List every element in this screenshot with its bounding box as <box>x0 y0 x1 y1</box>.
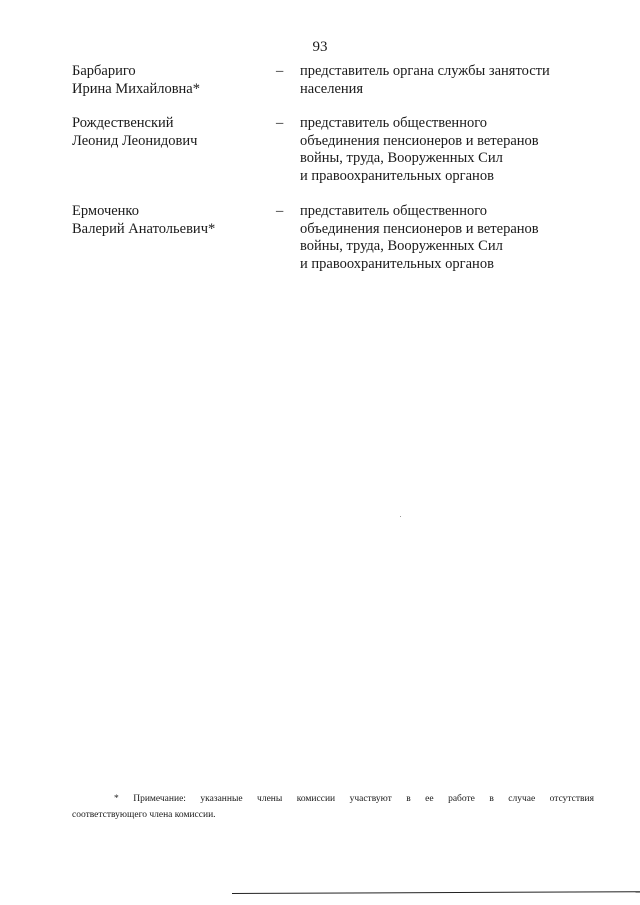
footnote-line: * Примечание: указанные члены комиссии участвуют в ее работе в случае отсутствия <box>114 794 594 804</box>
role-line: войны, труда, Вооруженных Сил <box>300 150 503 166</box>
dash-separator: – <box>276 115 284 131</box>
page-number: 93 <box>312 39 328 55</box>
role-line: представитель органа службы занятости <box>300 63 550 79</box>
role-line: и правоохранительных органов <box>300 255 494 272</box>
member-name <box>72 115 262 150</box>
member-given-names: Ирина Михайловна* <box>72 80 200 97</box>
dash-separator: – <box>276 63 284 79</box>
member-role <box>300 203 590 273</box>
member-name <box>72 203 262 238</box>
member-given-names: Валерий Анатольевич* <box>72 220 216 237</box>
member-role <box>300 115 590 185</box>
role-line: объединения пенсионеров и ветеранов <box>300 132 539 149</box>
member-surname: Ермоченко <box>72 203 139 219</box>
footnote <box>72 791 594 823</box>
dash-separator: – <box>276 203 284 219</box>
member-given-names: Леонид Леонидович <box>72 132 198 149</box>
member-surname: Рождественский <box>72 115 174 131</box>
role-line: представитель общественного <box>300 115 488 131</box>
member-role <box>300 63 590 98</box>
role-line: объединения пенсионеров и ветеранов <box>300 220 539 237</box>
role-line: и правоохранительных органов <box>300 167 494 184</box>
bottom-rule <box>232 891 640 894</box>
role-line: войны, труда, Вооруженных Сил <box>300 238 503 254</box>
member-surname: Барбариго <box>72 63 136 79</box>
role-line: населения <box>300 80 364 97</box>
member-name <box>72 63 262 98</box>
scan-speck <box>400 516 401 517</box>
footnote-line: соответствующего члена комиссии. <box>72 810 216 820</box>
role-line: представитель общественного <box>300 203 488 219</box>
